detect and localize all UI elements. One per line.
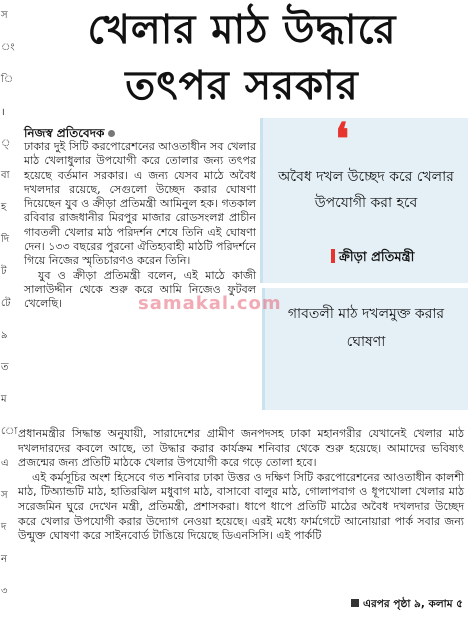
gutter-fragment: দ <box>1 522 7 533</box>
article-column <box>24 140 256 312</box>
gutter-fragment: ্ <box>1 138 11 149</box>
gutter-fragment: ট <box>1 266 7 277</box>
gutter-fragment: । <box>1 107 5 118</box>
gutter-fragment: ৯ <box>1 330 8 341</box>
gutter-fragment: স <box>1 490 8 501</box>
gutter-fragment: ৩ <box>1 586 8 597</box>
gutter-fragment: দি <box>1 234 10 245</box>
headline-line-1: খেলার মাঠ উদ্ধারে <box>87 7 397 53</box>
site-watermark: samakal.com <box>138 293 282 314</box>
gutter-fragment: হ <box>1 202 7 213</box>
attribution-text: ক্রীড়া প্রতিমন্ত্রী <box>339 250 415 265</box>
continuation-square-icon <box>351 599 359 607</box>
article-paragraph: প্রধানমন্ত্রীর সিদ্ধান্ত অনুযায়ী, সারাদেশের গ্রামীণ জনপদসহ ঢাকা মহানগরীর যেখানেই খেলার মাঠ দখলদারদের কবলে আছে, তা উদ্ধার করার কার্যক্রম শনিবার থেকে শুরু হয়েছে। আমাদের ভবিষ্যৎ প্রজন্মের জন্য প্রতিটি মাঠকে খেলার উপযোগী করে গড়ে তোলা হবে। <box>18 427 464 470</box>
pull-quote-text: অবৈধ দখল উচ্ছেদ করে খেলার উপযোগী করা হবে <box>278 169 454 211</box>
gutter-fragment: টে <box>1 298 11 309</box>
continuation-text: এরপর পৃষ্ঠা ৯, কলাম ৫ <box>363 598 463 610</box>
gutter-fragment: ং <box>1 42 15 53</box>
article-full-width <box>18 427 464 544</box>
article-paragraph: ঢাকার দুই সিটি করপোরেশনের আওতাধীন সব খেলার মাঠ খেলাধুলার উপযোগী করে তোলার জন্য তৎপর হয়েছে বর্তমান সরকার। এ জন্য যেসব মাঠে অবৈধ দখলদার রয়েছে, সেগুলো উচ্ছেদ করার ঘোষণা দিয়েছেন যুব ও ক্রীড়া প্রতিমন্ত্রী আমিনুল হক। গতকাল রবিবার রাজধানীর মিরপুর মাজার রোডসংলগ্ন প্রাচীন গাবতলী খেলার মাঠ পরিদর্শন শেষে তিনি এই ঘোষণা দেন। ১৩৩ বছরের পুরনো ঐতিহ্যবাহী মাঠটি পরিদর্শনে গিয়ে নিজের স্মৃতিচারণও করেন তিনি। <box>24 140 256 268</box>
gutter-fragment: এ <box>1 458 9 469</box>
article-paragraph: এই কর্মসূচির অংশ হিসেবে গত শনিবার ঢাকা উত্তর ও দক্ষিণ সিটি করপোরেশনের আওতাধীন কালশী মাঠ, টিঅ্যান্ডটি মাঠ, হাতিরঝিল মধুবাগ মাঠ, বাসাবো বালুর মাঠ, গোলাপবাগ ও ধূপখোলা খেলার মাঠ সরেজমিন ঘুরে দেখেন মন্ত্রী, প্রতিমন্ত্রী, প্রশাসকরা। ধাপে ধাপে প্রতিটি মাঠের অবৈধ দখলদার উচ্ছেদ করে খেলার উপযোগী করার উদ্যোগ নেওয়া হয়েছে। এরই মধ্যে ফার্মগেটে আনোয়ারা পার্ক সবার জন্য উন্মুক্ত ঘোষণা করে সাইনবোর্ড টাঙিয়ে দিয়েছে ডিএনসিসি। এই পার্কটি <box>18 470 464 543</box>
attribution-bar-icon <box>331 249 335 263</box>
headline <box>18 2 466 114</box>
callout-box <box>262 288 468 410</box>
gutter-fragment: ত <box>1 362 9 373</box>
pull-quote-box <box>260 114 468 283</box>
pull-quote-attribution <box>331 248 414 269</box>
previous-column-gutter <box>0 0 16 629</box>
callout-text: গাবতলী মাঠ দখলমুক্ত করার ঘোষণা <box>287 306 445 350</box>
headline-line-2: তৎপর সরকার <box>125 63 359 109</box>
continuation-note <box>351 597 463 614</box>
gutter-fragment: স <box>1 10 8 21</box>
gutter-fragment: ো <box>1 426 18 437</box>
gutter-fragment: ম <box>1 394 7 405</box>
byline-text: নিজস্ব প্রতিবেদক <box>24 126 105 140</box>
quote-mark-icon: ❛ <box>335 114 350 165</box>
gutter-fragment: ি <box>1 74 14 85</box>
byline-dot-icon <box>108 130 115 137</box>
article-paragraph: যুব ও ক্রীড়া প্রতিমন্ত্রী বলেন, এই মাঠে কাজী সালাউদ্দীন থেকে শুরু করে আমি নিজেও ফুটবল খেলেছি। <box>24 268 256 311</box>
gutter-fragment: ন <box>1 554 7 565</box>
gutter-fragment: বা <box>1 170 10 181</box>
